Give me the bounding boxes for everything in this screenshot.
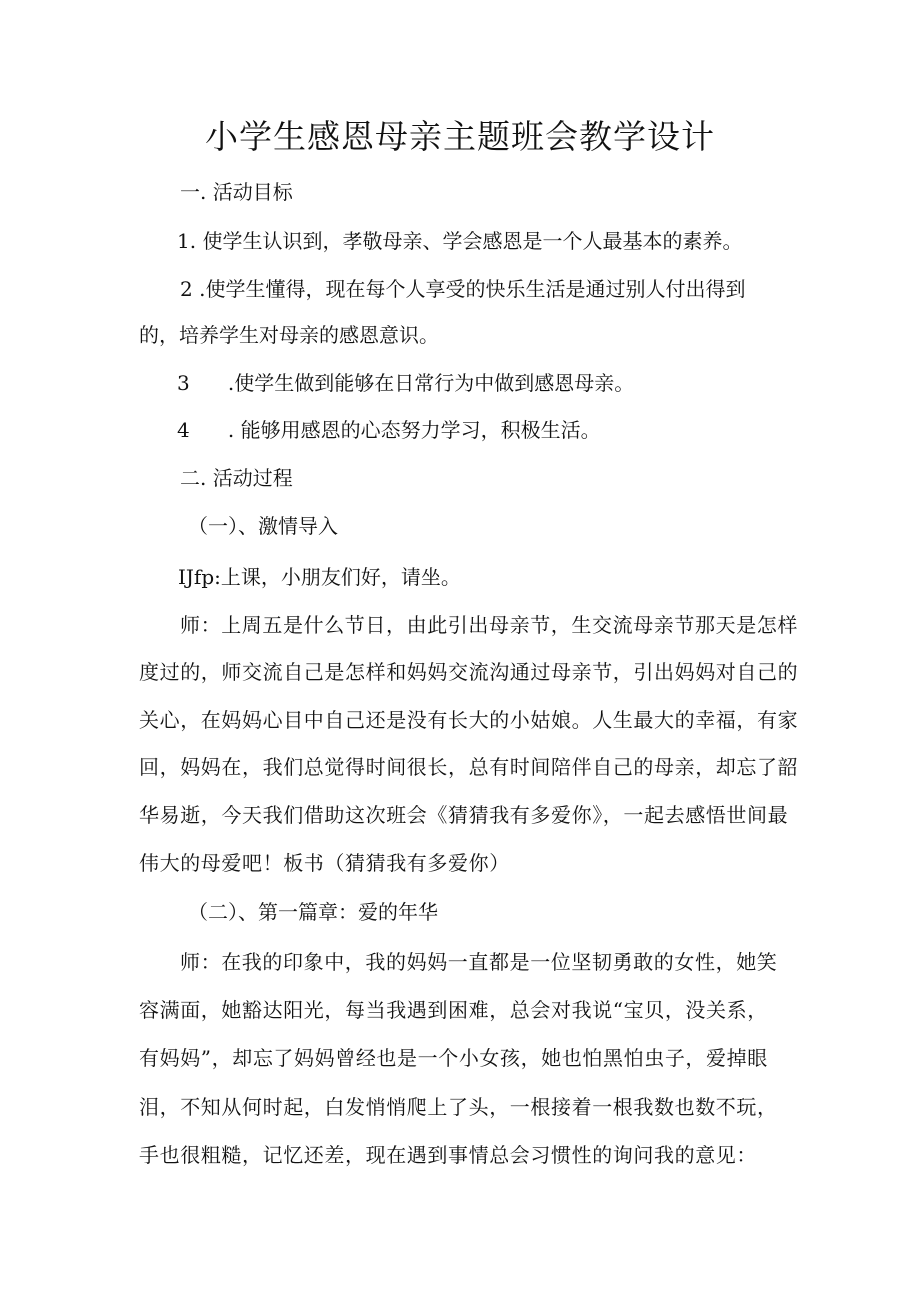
goal-item-4: 4 . 能够用感恩的心态努力学习，积极生活。: [177, 418, 601, 442]
part2-paragraph-line-5: 手也很粗糙，记忆还差，现在遇到事情总会习惯性的询问我的意见：: [139, 1143, 757, 1167]
part1-heading: （一）、激情导入: [188, 514, 338, 538]
part1-paragraph-line-3: 关心，在妈妈心目中自己还是没有长大的小姑娘。人生最大的幸福，有家: [139, 708, 799, 732]
part1-paragraph-line-4: 回，妈妈在，我们总觉得时间很长，总有时间陪伴自己的母亲，却忘了韶: [139, 755, 799, 779]
part2-paragraph-line-1: 师：在我的印象中，我的妈妈一直都是一位坚韧勇敢的女性，她笑: [180, 950, 778, 974]
part1-paragraph-line-2: 度过的，师交流自己是怎样和妈妈交流沟通过母亲节，引出妈妈对自己的: [139, 660, 799, 684]
part2-paragraph-line-4: 泪，不知从何时起，白发悄悄爬上了头，一根接着一根我数也数不玩，: [139, 1095, 778, 1119]
part2-paragraph-line-2: 容满面，她豁达阳光，每当我遇到困难，总会对我说“宝贝，没关系，: [139, 998, 768, 1022]
section1-heading: 一. 活动目标: [180, 180, 293, 204]
part1-paragraph-line-6: 伟大的母爱吧！板书（猜猜我有多爱你）: [139, 851, 510, 875]
part2-paragraph-line-3: 有妈妈”，却忘了妈妈曾经也是一个小女孩，她也怕黑怕虫子，爱掉眼: [139, 1046, 768, 1070]
goal-item-2-line-2: 的，培养学生对母亲的感恩意识。: [139, 323, 439, 347]
part1-paragraph-line-1: 师：上周五是什么节日，由此引出母亲节，生交流母亲节那天是怎样: [180, 613, 798, 637]
goal-item-2-line-1: 2 .使学生懂得，现在每个人享受的快乐生活是通过别人付出得到: [180, 277, 746, 301]
part1-paragraph-line-5: 华易逝，今天我们借助这次班会《猜猜我有多爱你》，一起去感悟世间最: [139, 803, 789, 827]
goal-item-1: 1. 使学生认识到，孝敬母亲、学会感恩是一个人最基本的素养。: [177, 229, 743, 253]
goal-item-3: 3 .使学生做到能够在日常行为中做到感恩母亲。: [177, 371, 635, 395]
part1-greeting: IJfp:上课，小朋友们好，请坐。: [178, 565, 461, 589]
part2-heading: （二）、第一篇章：爱的年华: [188, 900, 438, 924]
section2-heading: 二. 活动过程: [180, 466, 293, 490]
document-title: 小学生感恩母亲主题班会教学设计: [205, 117, 715, 156]
